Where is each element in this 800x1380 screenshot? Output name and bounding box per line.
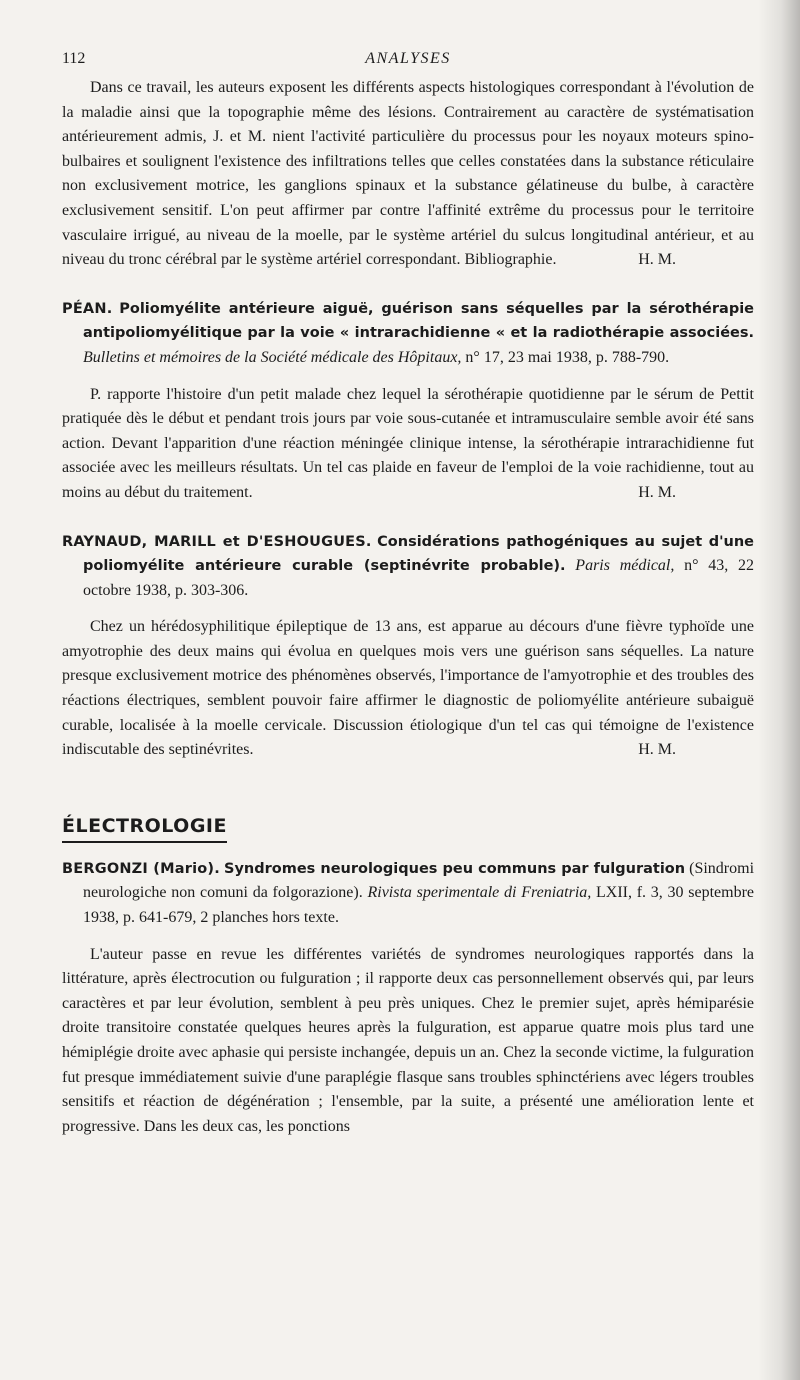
section-heading-wrap — [62, 789, 754, 837]
entry-signature: H. M. — [638, 483, 676, 501]
entry-title: Considérations pathogéniques au sujet d'une poliomyélite antérieure curable (septinévrite probable). — [83, 533, 755, 575]
entry-heading-raynaud — [62, 530, 754, 604]
entry-details: n° 17, 23 mai 1938, p. 788-790. — [465, 348, 670, 366]
entry-source: Rivista sperimentale di Freniatria, — [367, 884, 592, 902]
section-title: ÉLECTROLOGIE — [62, 815, 227, 843]
page-header — [62, 50, 754, 76]
entry-body-text: P. rapporte l'histoire d'un petit malade chez lequel la sérothérapie quotidienne par le sérum de Pettit pratiquée dès le début et pendant trois jours par voie sous-cutanée et intramusculaire semble avoir été sans action. Devant l'apparition d'une réaction méningée clinique intense, la sérothérapie intrarachidienne fut associée avec les meilleurs résultats. Un tel cas plaide en faveur de l'emploi de la voie rachidienne, tout au moins au début du traitement. — [62, 385, 754, 501]
entry-title: Syndromes neurologiques peu communs par fulguration — [224, 860, 686, 877]
running-title: ANALYSES — [365, 50, 451, 67]
entry-body-bergonzi — [62, 943, 754, 1140]
entry-source: Bulletins et mémoires de la Société médicale des Hôpitaux, — [83, 348, 462, 366]
entry-details: LXII, f. 3, 30 septembre 1938, p. 641-679, 2 planches hors texte. — [83, 884, 755, 927]
intro-paragraph — [62, 76, 754, 273]
entry-author: PÉAN. — [62, 300, 113, 317]
entry-signature: H. M. — [638, 741, 676, 759]
entry-author: RAYNAUD, MARILL et D'ESHOUGUES. — [62, 533, 372, 550]
entry-body-text: Chez un hérédosyphilitique épileptique de 13 ans, est apparue au décours d'une fièvre typhoïde une amyotrophie des deux mains qui évolua en quelques mois vers une guérison sans séquelles. La nature presque exclusivement motrice des phénomènes observés, l'importance de l'amyotrophie et des troubles des réactions électriques, semblent pouvoir faire affirmer le diagnostic de poliomyélite antérieure subaiguë curable, localisée à la moelle cervicale. Discussion étiologique d'un tel cas qui témoigne de l'existence indiscutable des septinévrites. — [62, 618, 754, 759]
entry-source: Paris médical, — [575, 557, 675, 575]
intro-signature: H. M. — [638, 251, 676, 269]
entry-author: BERGONZI (Mario). — [62, 860, 220, 877]
intro-text: Dans ce travail, les auteurs exposent les différents aspects histologiques correspondant à l'évolution de la maladie ainsi que la topographie même des lésions. Contrairement au caractère de systématisation antérieurement admis, J. et M. nient l'activité particulière du processus pour les noyaux moteurs spino-bulbaires et soulignent l'existence des infiltrations telles que celles constatées dans la substance réticulaire non exclusivement motrice, les ganglions spinaux et la substance gélatineuse du bulbe, à caractère exclusivement sensitif. L'on peut affirmer par contre l'affinité extrême du processus pour le territoire vasculaire irrigué, au niveau de la moelle, par le système artériel du sulcus longitudinal antérieur, et au niveau du tronc cérébral par le système artériel correspondant. Bibliographie. — [62, 79, 754, 269]
page-number: 112 — [62, 50, 86, 67]
entry-heading-bergonzi — [62, 857, 754, 931]
entry-title: Poliomyélite antérieure aiguë, guérison sans séquelles par la sérothérapie antipoliomyélitique par la voie « intrarachidienne « et la radiothérapie associées. — [83, 300, 755, 342]
entry-original-title: (Sindromi neurologiche non comuni da folgorazione). — [83, 859, 755, 902]
page-edge-shadow — [758, 0, 800, 1380]
entry-body-text: L'auteur passe en revue les différentes variétés de syndromes neurologiques rapportés dans la littérature, après électrocution ou fulguration ; il rapporte deux cas personnellement observés qui, par leurs caractères et par leur évolution, semblent à peu près uniques. Chez le premier sujet, après hémiparésie droite transitoire constatée quelques heures après la fulguration, est apparue quatre mois plus tard une hémiplégie droite avec aphasie qui persiste inchangée, depuis un an. Chez la seconde victime, la fulguration fut presque immédiatement suivie d'une paraplégie flasque sans troubles sphinctériens avec légers troubles sensitifs et réaction de dégénération ; l'ensemble, par la suite, a présenté une amélioration lente et progressive. Dans les deux cas, les ponctions — [62, 945, 754, 1135]
entry-body-pean — [62, 383, 754, 506]
document-page — [62, 50, 754, 1370]
entry-body-raynaud — [62, 615, 754, 763]
entry-details: n° 43, 22 octobre 1938, p. 303-306. — [83, 557, 755, 599]
entry-heading-pean — [62, 297, 754, 371]
